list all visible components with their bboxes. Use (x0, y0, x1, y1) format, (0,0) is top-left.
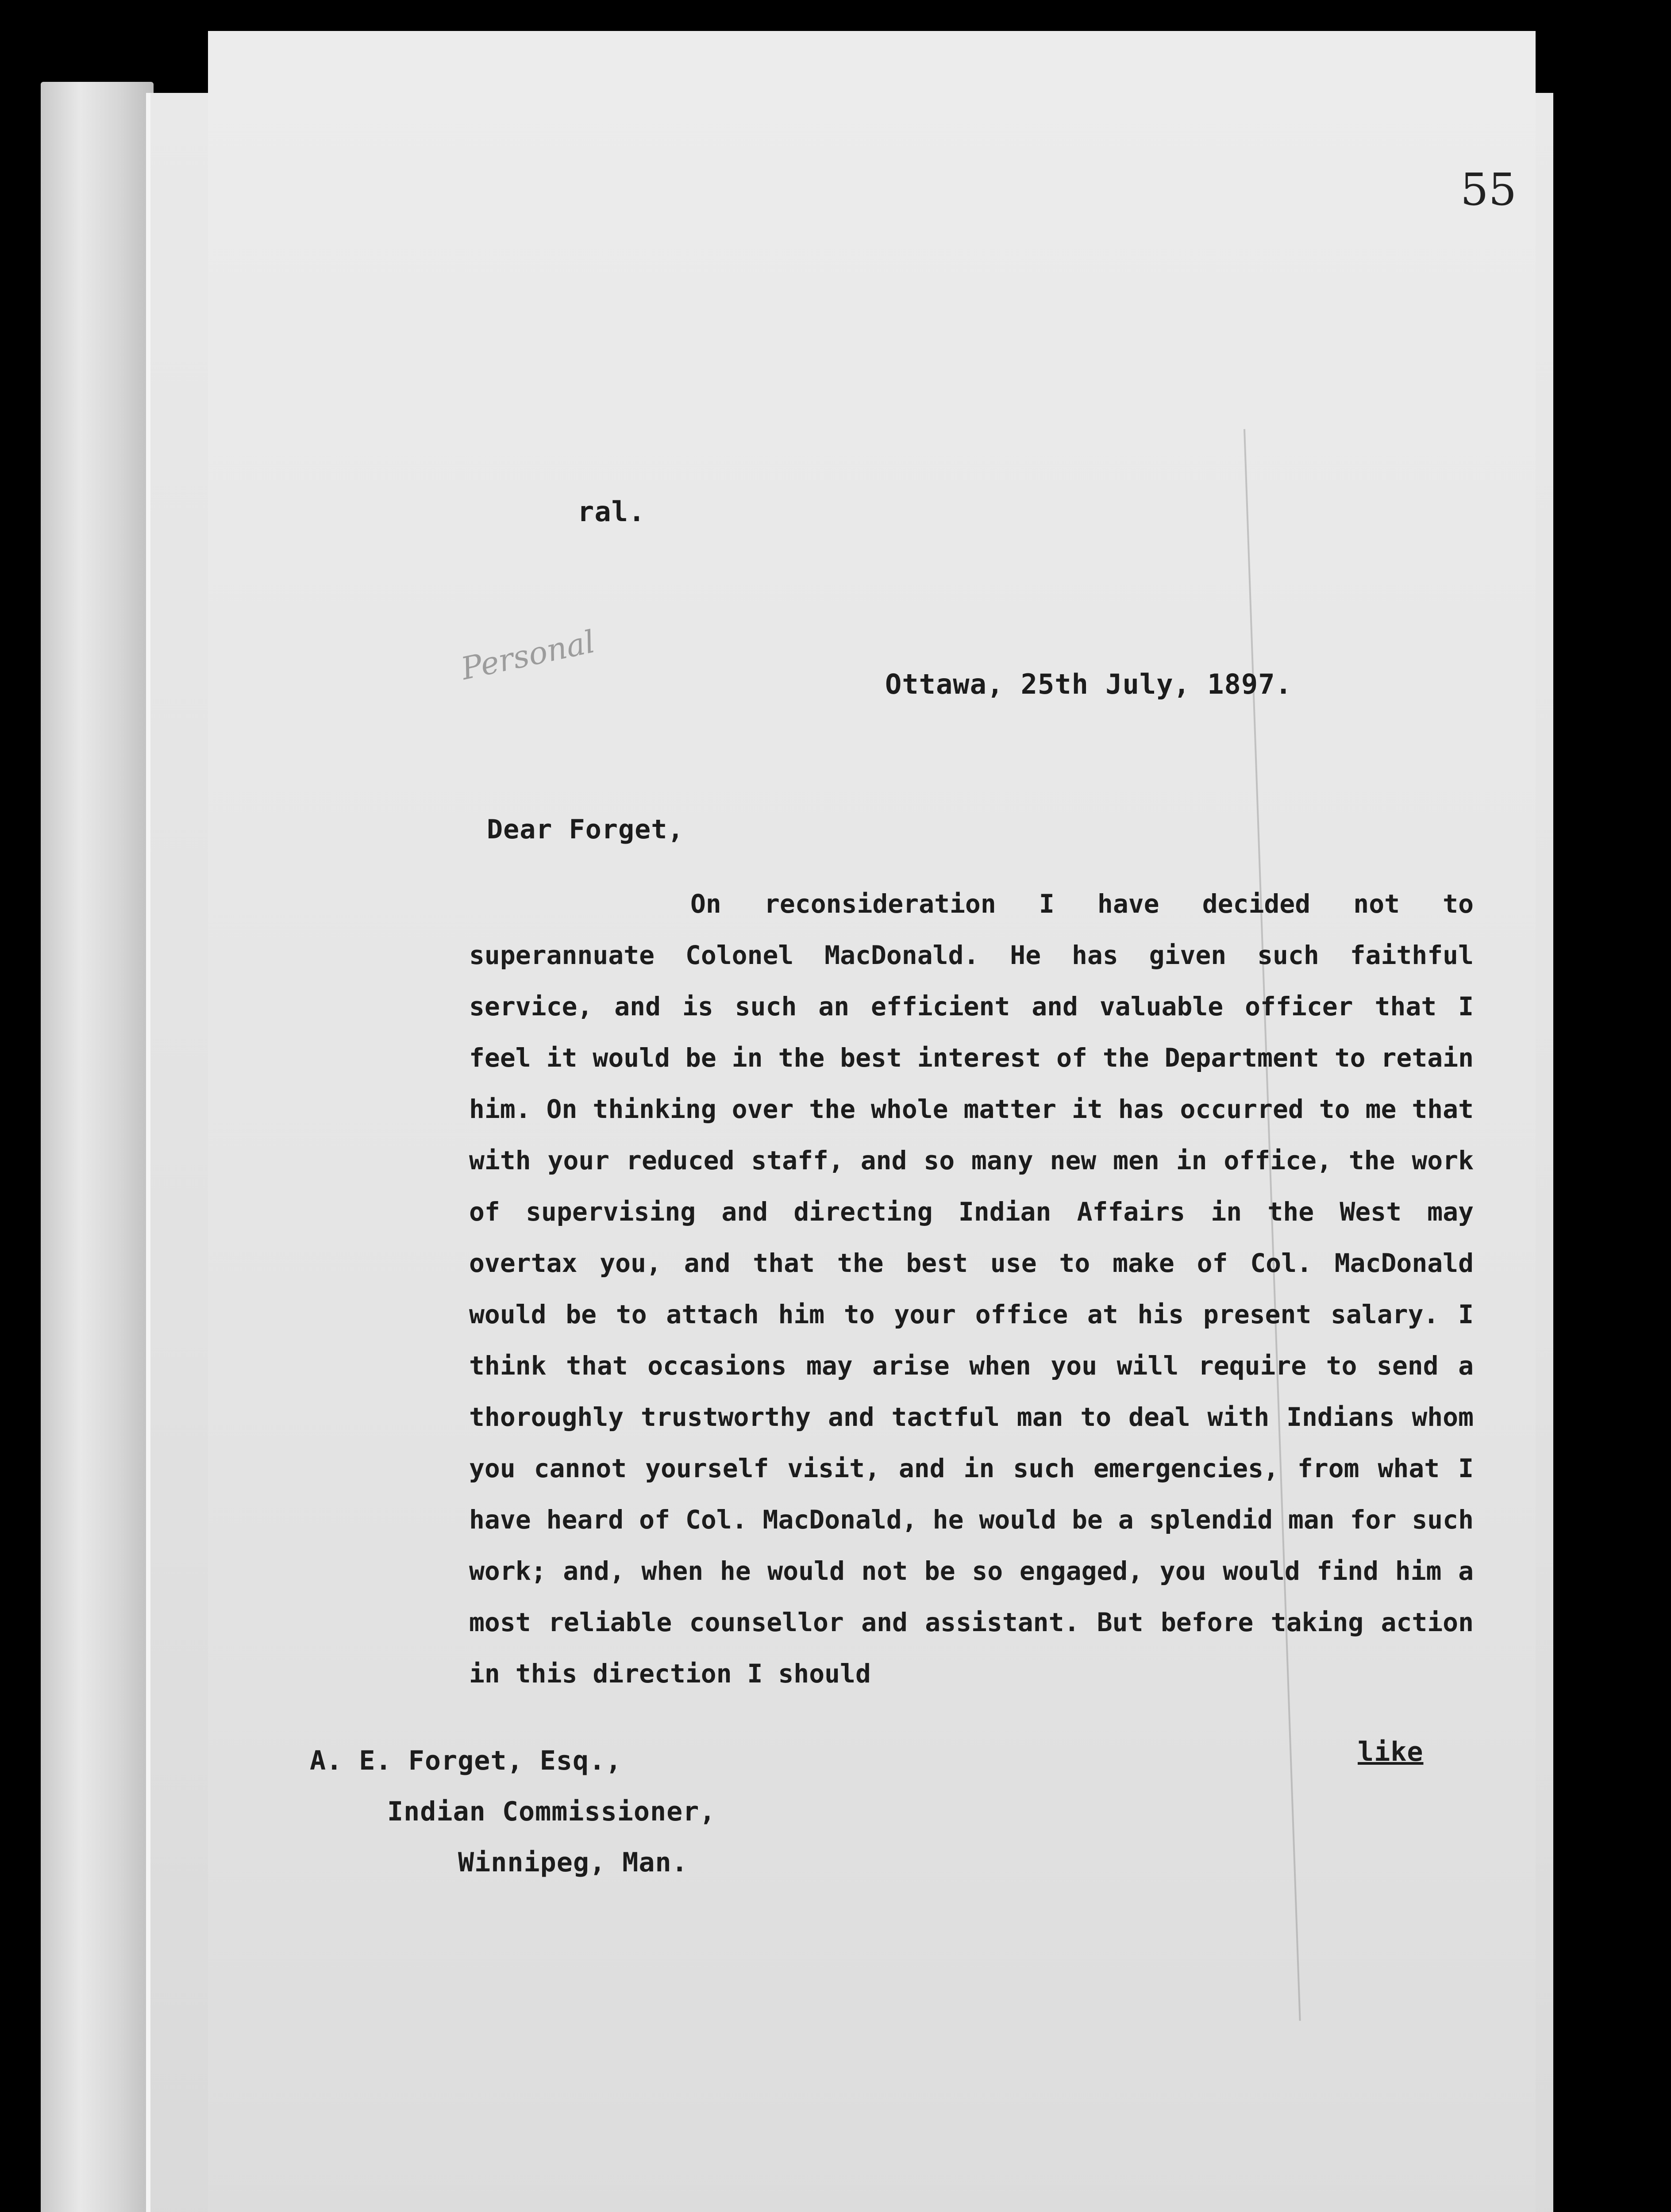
addressee-place: Winnipeg, Man. (458, 1847, 688, 1878)
addressee-name: A. E. Forget, Esq., (310, 1745, 622, 1776)
letter-body: On reconsideration I have decided not to superannuate Colonel MacDonald. He has given such faithful service, and is such an efficient and valuable officer that I feel it would be in the best interest of the Department to retain him. On thinking over the whole matter it has occurred to me that with your reduced staff, and so many new men in office, the work of supervising and directing Indian Affairs in the West may overtax you, and that the best use to make of Col. MacDonald would be to attach him to your office at his present salary. I think that occasions may arise when you will require to send a thoroughly trustworthy and tactful man to deal with Indians whom you cannot yourself visit, and in such emergencies, from what I have heard of Col. MacDonald, he would be a splendid man for such work; and, when he would not be so engaged, you would find him a most reliable counsellor and assistant. But before taking action in this direction I should (469, 889, 1474, 1689)
binding-strip (41, 82, 154, 2212)
pencil-annotation: Personal (458, 623, 598, 687)
salutation: Dear Forget, (487, 814, 684, 845)
addressee-title: Indian Commissioner, (387, 1796, 716, 1827)
continuation-word: like (1358, 1736, 1424, 1767)
file-reference: ral. (578, 495, 646, 528)
dateline: Ottawa, 25th July, 1897. (885, 668, 1292, 700)
page-number: 55 (1460, 164, 1517, 215)
